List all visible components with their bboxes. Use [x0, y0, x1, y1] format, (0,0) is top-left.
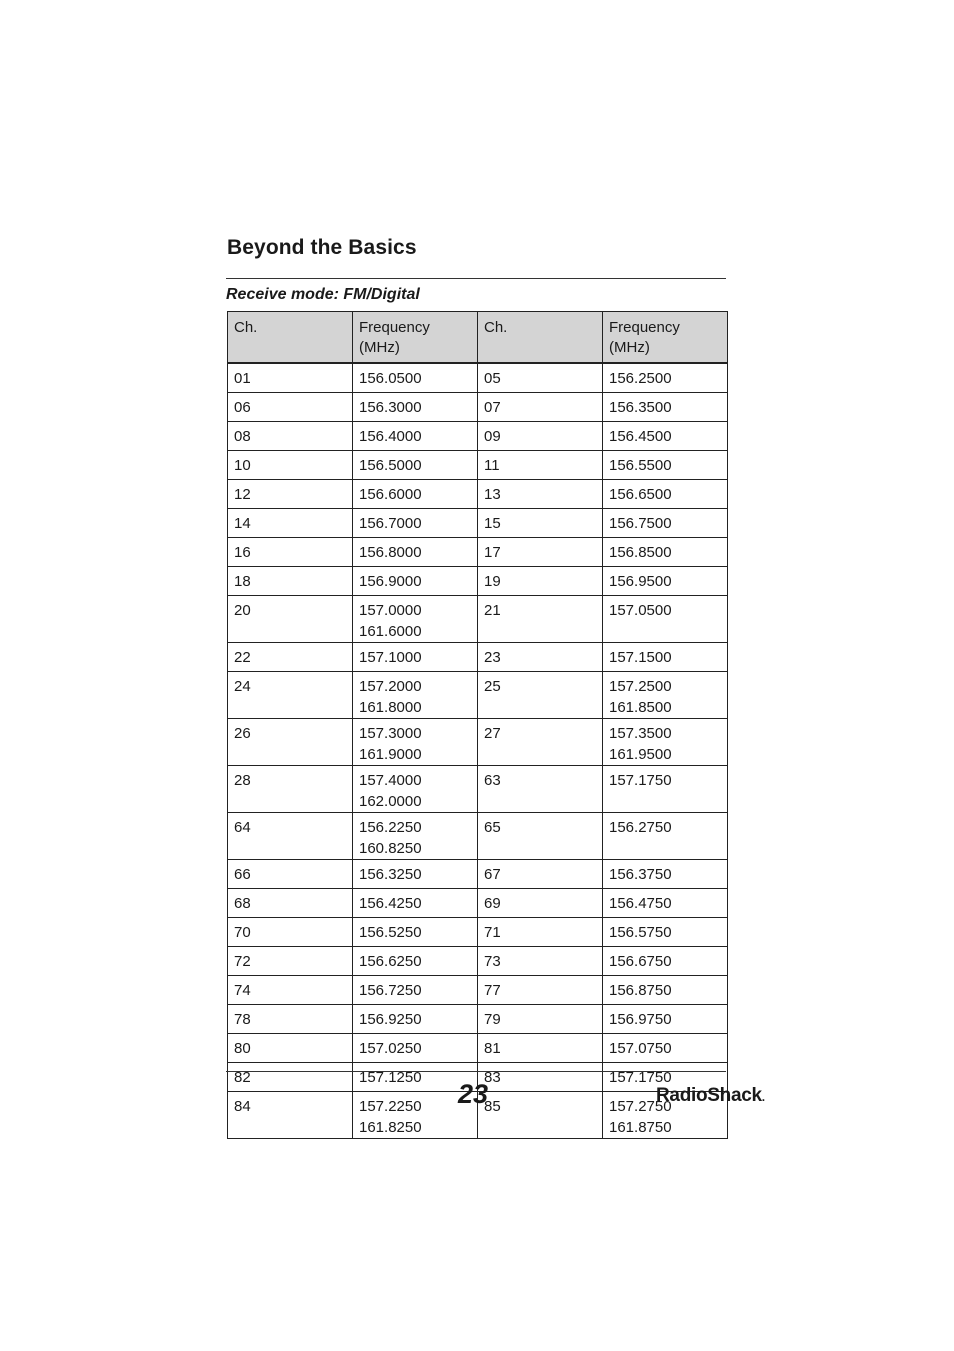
channel-cell [478, 976, 603, 1005]
frequency-value: 161.6000 [359, 623, 422, 640]
frequency-cell [603, 672, 728, 719]
channel-number: 64 [234, 819, 251, 836]
table-row [228, 860, 728, 889]
frequency-value: 156.4750 [609, 895, 672, 912]
frequency-value: 156.5000 [359, 457, 422, 474]
frequency-value: 156.5500 [609, 457, 672, 474]
column-header-unit: (MHz) [609, 339, 650, 356]
frequency-cell [353, 451, 478, 480]
channel-cell [228, 363, 353, 393]
table-header-row [228, 312, 728, 364]
channel-number: 14 [234, 515, 251, 532]
channel-number: 24 [234, 678, 251, 695]
frequency-value: 157.3500 [609, 725, 672, 742]
frequency-value: 156.3000 [359, 399, 422, 416]
column-header-channel [228, 312, 353, 364]
channel-cell [478, 719, 603, 766]
channel-cell [228, 393, 353, 422]
frequency-cell [603, 596, 728, 643]
table-row [228, 596, 728, 643]
frequency-value: 157.2250 [359, 1098, 422, 1115]
channel-number: 20 [234, 602, 251, 619]
frequency-value: 156.7000 [359, 515, 422, 532]
frequency-cell [603, 393, 728, 422]
table-row [228, 393, 728, 422]
channel-cell [228, 976, 353, 1005]
channel-number: 27 [484, 725, 501, 742]
channel-cell [478, 596, 603, 643]
channel-cell [478, 1092, 603, 1139]
frequency-cell [353, 643, 478, 672]
channel-cell [478, 1034, 603, 1063]
frequency-value: 156.5750 [609, 924, 672, 941]
frequency-value: 161.8750 [609, 1119, 672, 1136]
channel-number: 16 [234, 544, 251, 561]
frequency-value: 161.9000 [359, 746, 422, 763]
frequency-cell [353, 596, 478, 643]
frequency-cell [603, 1034, 728, 1063]
frequency-value: 161.8250 [359, 1119, 422, 1136]
frequency-cell [353, 393, 478, 422]
frequency-value: 156.3500 [609, 399, 672, 416]
channel-cell [228, 596, 353, 643]
channel-number: 68 [234, 895, 251, 912]
channel-number: 07 [484, 399, 501, 416]
channel-cell [228, 451, 353, 480]
column-header-label: Ch. [234, 319, 258, 336]
channel-number: 82 [234, 1069, 251, 1086]
channel-cell [228, 480, 353, 509]
table-row [228, 509, 728, 538]
channel-cell [478, 766, 603, 813]
frequency-value: 156.7250 [359, 982, 422, 999]
channel-cell [478, 538, 603, 567]
channel-cell [478, 672, 603, 719]
frequency-cell [353, 813, 478, 860]
channel-cell [228, 813, 353, 860]
frequency-value: 156.3250 [359, 866, 422, 883]
frequency-cell [603, 719, 728, 766]
channel-number: 70 [234, 924, 251, 941]
table-row [228, 766, 728, 813]
channel-number: 72 [234, 953, 251, 970]
channel-cell [478, 860, 603, 889]
channel-cell [228, 1034, 353, 1063]
channel-number: 85 [484, 1098, 501, 1115]
table-row [228, 363, 728, 393]
channel-cell [478, 509, 603, 538]
table-row [228, 1005, 728, 1034]
frequency-cell [353, 422, 478, 451]
frequency-value: 162.0000 [359, 793, 422, 810]
channel-cell [228, 947, 353, 976]
table-row [228, 918, 728, 947]
frequency-cell [353, 509, 478, 538]
channel-cell [228, 918, 353, 947]
frequency-value: 156.0500 [359, 370, 422, 387]
frequency-value: 157.0500 [609, 602, 672, 619]
frequency-value: 156.9000 [359, 573, 422, 590]
table-row [228, 719, 728, 766]
frequency-value: 156.4500 [609, 428, 672, 445]
channel-number: 84 [234, 1098, 251, 1115]
frequency-cell [603, 918, 728, 947]
column-header-frequency [353, 312, 478, 364]
channel-cell [478, 451, 603, 480]
channel-number: 66 [234, 866, 251, 883]
frequency-value: 161.9500 [609, 746, 672, 763]
channel-cell [228, 538, 353, 567]
channel-number: 74 [234, 982, 251, 999]
frequency-value: 157.1750 [609, 772, 672, 789]
brand-name: RadioShack [656, 1085, 762, 1106]
frequency-value: 156.4000 [359, 428, 422, 445]
frequency-cell [353, 363, 478, 393]
channel-number: 12 [234, 486, 251, 503]
channel-number: 83 [484, 1069, 501, 1086]
channel-cell [228, 567, 353, 596]
frequency-value: 156.6500 [609, 486, 672, 503]
channel-cell [478, 480, 603, 509]
channel-number: 28 [234, 772, 251, 789]
frequency-value: 156.9500 [609, 573, 672, 590]
channel-number: 73 [484, 953, 501, 970]
brand-logo [656, 1085, 765, 1107]
channel-number: 06 [234, 399, 251, 416]
section-title: Beyond the Basics [227, 236, 417, 259]
channel-cell [478, 1063, 603, 1092]
table-row [228, 1034, 728, 1063]
frequency-cell [603, 976, 728, 1005]
column-header-label: Frequency [609, 319, 680, 336]
table-row [228, 422, 728, 451]
frequency-value: 156.8500 [609, 544, 672, 561]
channel-cell [478, 918, 603, 947]
table-row [228, 567, 728, 596]
frequency-cell [603, 889, 728, 918]
frequency-cell [603, 422, 728, 451]
frequency-cell [353, 538, 478, 567]
frequency-value: 156.3750 [609, 866, 672, 883]
channel-cell [228, 509, 353, 538]
frequency-cell [603, 567, 728, 596]
channel-cell [478, 1005, 603, 1034]
channel-number: 15 [484, 515, 501, 532]
channel-number: 71 [484, 924, 501, 941]
channel-number: 19 [484, 573, 501, 590]
frequency-cell [353, 480, 478, 509]
frequency-cell [603, 363, 728, 393]
frequency-cell [353, 976, 478, 1005]
channel-cell [478, 643, 603, 672]
channel-cell [228, 860, 353, 889]
frequency-value: 156.8000 [359, 544, 422, 561]
brand-dot: . [761, 1090, 765, 1104]
frequency-cell [603, 766, 728, 813]
channel-number: 79 [484, 1011, 501, 1028]
frequency-cell [353, 1034, 478, 1063]
channel-number: 77 [484, 982, 501, 999]
frequency-value: 161.8000 [359, 699, 422, 716]
frequency-cell [603, 509, 728, 538]
frequency-value: 157.2000 [359, 678, 422, 695]
frequency-value: 157.3000 [359, 725, 422, 742]
channel-cell [228, 766, 353, 813]
table-body [228, 363, 728, 1139]
frequency-cell [353, 1005, 478, 1034]
channel-number: 23 [484, 649, 501, 666]
channel-number: 25 [484, 678, 501, 695]
frequency-value: 156.6250 [359, 953, 422, 970]
channel-number: 80 [234, 1040, 251, 1057]
frequency-value: 156.6750 [609, 953, 672, 970]
channel-number: 81 [484, 1040, 501, 1057]
channel-number: 65 [484, 819, 501, 836]
channel-number: 69 [484, 895, 501, 912]
channel-cell [478, 393, 603, 422]
frequency-cell [603, 1005, 728, 1034]
frequency-value: 156.4250 [359, 895, 422, 912]
table-row [228, 947, 728, 976]
channel-number: 08 [234, 428, 251, 445]
frequency-value: 156.2750 [609, 819, 672, 836]
channel-cell [228, 1092, 353, 1139]
frequency-value: 157.2750 [609, 1098, 672, 1115]
channel-number: 21 [484, 602, 501, 619]
table-row [228, 643, 728, 672]
table-row [228, 451, 728, 480]
column-header-channel [478, 312, 603, 364]
frequency-cell [603, 860, 728, 889]
footer-divider [226, 1071, 726, 1072]
frequency-table [227, 311, 728, 1139]
table-row [228, 538, 728, 567]
channel-number: 17 [484, 544, 501, 561]
frequency-cell [353, 672, 478, 719]
channel-number: 11 [484, 457, 500, 474]
channel-number: 78 [234, 1011, 251, 1028]
frequency-value: 156.5250 [359, 924, 422, 941]
frequency-value: 161.8500 [609, 699, 672, 716]
page-number: 23 [458, 1079, 489, 1109]
frequency-value: 156.6000 [359, 486, 422, 503]
frequency-cell [603, 643, 728, 672]
table-row [228, 976, 728, 1005]
channel-cell [228, 422, 353, 451]
channel-cell [478, 363, 603, 393]
channel-cell [228, 719, 353, 766]
channel-number: 09 [484, 428, 501, 445]
frequency-cell [603, 480, 728, 509]
channel-cell [228, 1063, 353, 1092]
frequency-cell [603, 451, 728, 480]
frequency-value: 156.2250 [359, 819, 422, 836]
channel-cell [228, 643, 353, 672]
frequency-value: 156.7500 [609, 515, 672, 532]
frequency-value: 157.1000 [359, 649, 422, 666]
frequency-value: 157.0750 [609, 1040, 672, 1057]
table-row [228, 672, 728, 719]
frequency-value: 157.0250 [359, 1040, 422, 1057]
frequency-cell [603, 947, 728, 976]
header-divider [226, 278, 726, 279]
channel-cell [478, 422, 603, 451]
channel-cell [478, 947, 603, 976]
frequency-cell [353, 889, 478, 918]
frequency-value: 157.1750 [609, 1069, 672, 1086]
channel-number: 01 [234, 370, 251, 387]
channel-number: 13 [484, 486, 501, 503]
channel-cell [478, 567, 603, 596]
frequency-value: 160.8250 [359, 840, 422, 857]
frequency-cell [353, 719, 478, 766]
channel-number: 26 [234, 725, 251, 742]
column-header-label: Frequency [359, 319, 430, 336]
frequency-value: 157.1500 [609, 649, 672, 666]
frequency-value: 156.2500 [609, 370, 672, 387]
frequency-cell [353, 918, 478, 947]
channel-number: 05 [484, 370, 501, 387]
channel-cell [228, 1005, 353, 1034]
column-header-frequency [603, 312, 728, 364]
channel-cell [478, 813, 603, 860]
channel-number: 22 [234, 649, 251, 666]
frequency-value: 156.9250 [359, 1011, 422, 1028]
frequency-cell [353, 947, 478, 976]
channel-number: 63 [484, 772, 501, 789]
frequency-cell [603, 813, 728, 860]
channel-number: 67 [484, 866, 501, 883]
frequency-value: 156.8750 [609, 982, 672, 999]
frequency-value: 157.4000 [359, 772, 422, 789]
channel-number: 10 [234, 457, 251, 474]
table-row [228, 480, 728, 509]
channel-cell [478, 889, 603, 918]
channel-number: 18 [234, 573, 251, 590]
frequency-value: 156.9750 [609, 1011, 672, 1028]
frequency-value: 157.2500 [609, 678, 672, 695]
frequency-value: 157.1250 [359, 1069, 422, 1086]
column-header-unit: (MHz) [359, 339, 400, 356]
frequency-value: 157.0000 [359, 602, 422, 619]
table-row [228, 889, 728, 918]
channel-cell [228, 672, 353, 719]
frequency-cell [353, 766, 478, 813]
table-caption: Receive mode: FM/Digital [226, 286, 420, 303]
column-header-label: Ch. [484, 319, 508, 336]
frequency-cell [353, 567, 478, 596]
frequency-cell [603, 538, 728, 567]
frequency-cell [353, 860, 478, 889]
channel-cell [228, 889, 353, 918]
table-row [228, 813, 728, 860]
